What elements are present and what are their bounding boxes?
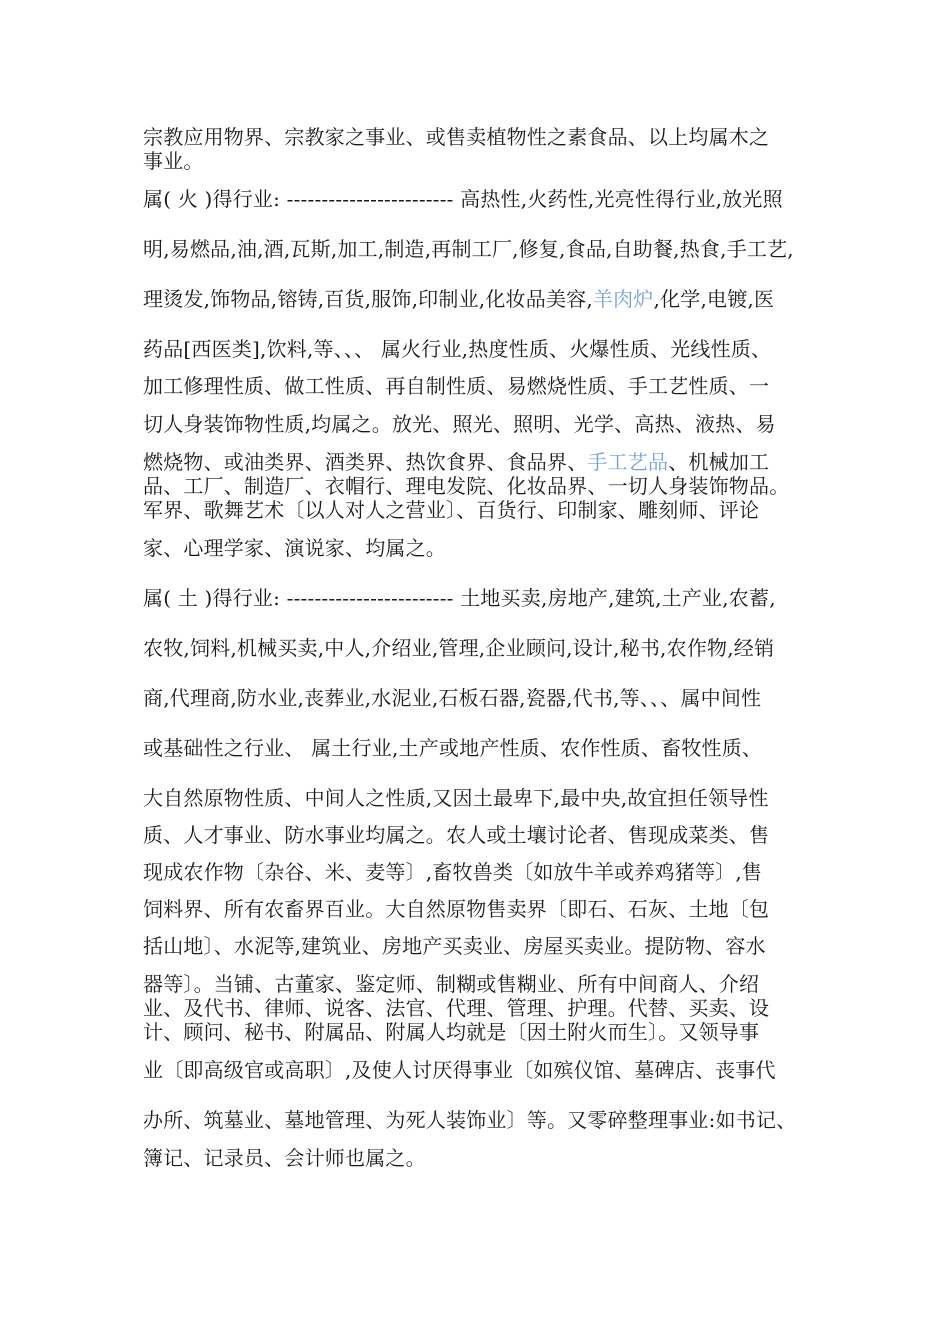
text-line: 簿记、记录员、会计师也属之。 [143, 1146, 426, 1170]
text-line: 宗教应用物界、宗教家之事业、或售卖植物性之素食品、以上均属木之 [143, 125, 770, 149]
text-segment: 燃烧物、或油类界、酒类界、热饮食界、食品界、 [143, 450, 588, 474]
link-yangroulu[interactable]: 羊肉炉 [592, 287, 654, 311]
text-line: 或基础性之行业、 属土行业,土产或地产性质、农作性质、畜牧性质、 [143, 736, 763, 760]
text-line: 饲料界、所有农畜界百业。大自然原物售卖界〔即石、石灰、土地〔包 [143, 897, 770, 921]
text-line: 计、顾问、秘书、附属品、附属人均就是〔因土附火而生〕。又领导事 [143, 1020, 760, 1044]
text-line: 商,代理商,防水业,丧葬业,水泥业,石板石器,瓷器,代书,等、、、属中间性 [143, 686, 762, 710]
text-line [143, 287, 873, 311]
text-line: 现成农作物〔杂谷、米、麦等〕,畜牧兽类〔如放牛羊或养鸡猪等〕,售 [143, 860, 763, 884]
text-line: 业、及代书、律师、说客、法官、代理、管理、护理。代替、买卖、设 [143, 996, 770, 1020]
text-line: 事业。 [143, 149, 204, 173]
text-line: 明,易燃品,油,酒,瓦斯,加工,制造,再制工厂,修复,食品,自助餐,热食,手工艺, [143, 237, 794, 261]
text-line: 器等〕。当铺、古董家、鉴定师、制糊或售糊业、所有中间商人、介绍 [143, 972, 760, 996]
text-line: 属( 土 )得行业: ------------------------ 土地买卖,房地产,建筑,土产业,农蓄, [143, 586, 776, 610]
text-line: 质、人才事业、防水事业均属之。农人或土壤讨论者、售现成菜类、售 [143, 823, 770, 847]
text-segment: ,化学,电镀,医 [653, 287, 775, 311]
text-line: 办所、筑墓业、墓地管理、为死人装饰业〕等。又零碎整理事业:如书记、 [143, 1108, 797, 1132]
text-segment: 、机械加工 [668, 450, 770, 474]
text-line: 业〔即高级官或高职〕,及使人讨厌得事业〔如殡仪馆、墓碑店、丧事代 [143, 1058, 776, 1082]
text-line: 加工修理性质、做工性质、再自制性质、易燃烧性质、手工艺性质、一 [143, 374, 770, 398]
text-line: 军界、歌舞艺术〔以人对人之营业〕、百货行、印制家、雕刻师、评论 [143, 498, 760, 522]
link-shougongyipin[interactable]: 手工艺品 [587, 450, 669, 474]
text-line: 切人身装饰物性质,均属之。放光、照光、照明、光学、高热、液热、易 [143, 412, 776, 436]
text-line [143, 450, 873, 474]
text-line: 括山地〕、水泥等,建筑业、房地产买卖业、房屋买卖业。提防物、容水 [143, 934, 766, 958]
text-line: 家、心理学家、演说家、均属之。 [143, 536, 446, 560]
text-line: 药品[西医类],饮料,等、、、 属火行业,热度性质、火爆性质、光线性质、 [143, 337, 772, 361]
text-line: 大自然原物性质、中间人之性质,又因土最卑下,最中央,故宜担任领导性 [143, 786, 769, 810]
text-line: 品、工厂、制造厂、衣帽行、理电发院、化妆品界、一切人身装饰物品。 [143, 474, 790, 498]
text-segment: 理烫发,饰物品,镕铸,百货,服饰,印制业,化妆品美容, [143, 287, 593, 311]
text-line: 属( 火 )得行业: ------------------------ 高热性,火药性,光亮性得行业,放光照 [143, 187, 783, 211]
text-line: 农牧,饲料,机械买卖,中人,介绍业,管理,企业顾问,设计,秘书,农作物,经销 [143, 636, 775, 660]
